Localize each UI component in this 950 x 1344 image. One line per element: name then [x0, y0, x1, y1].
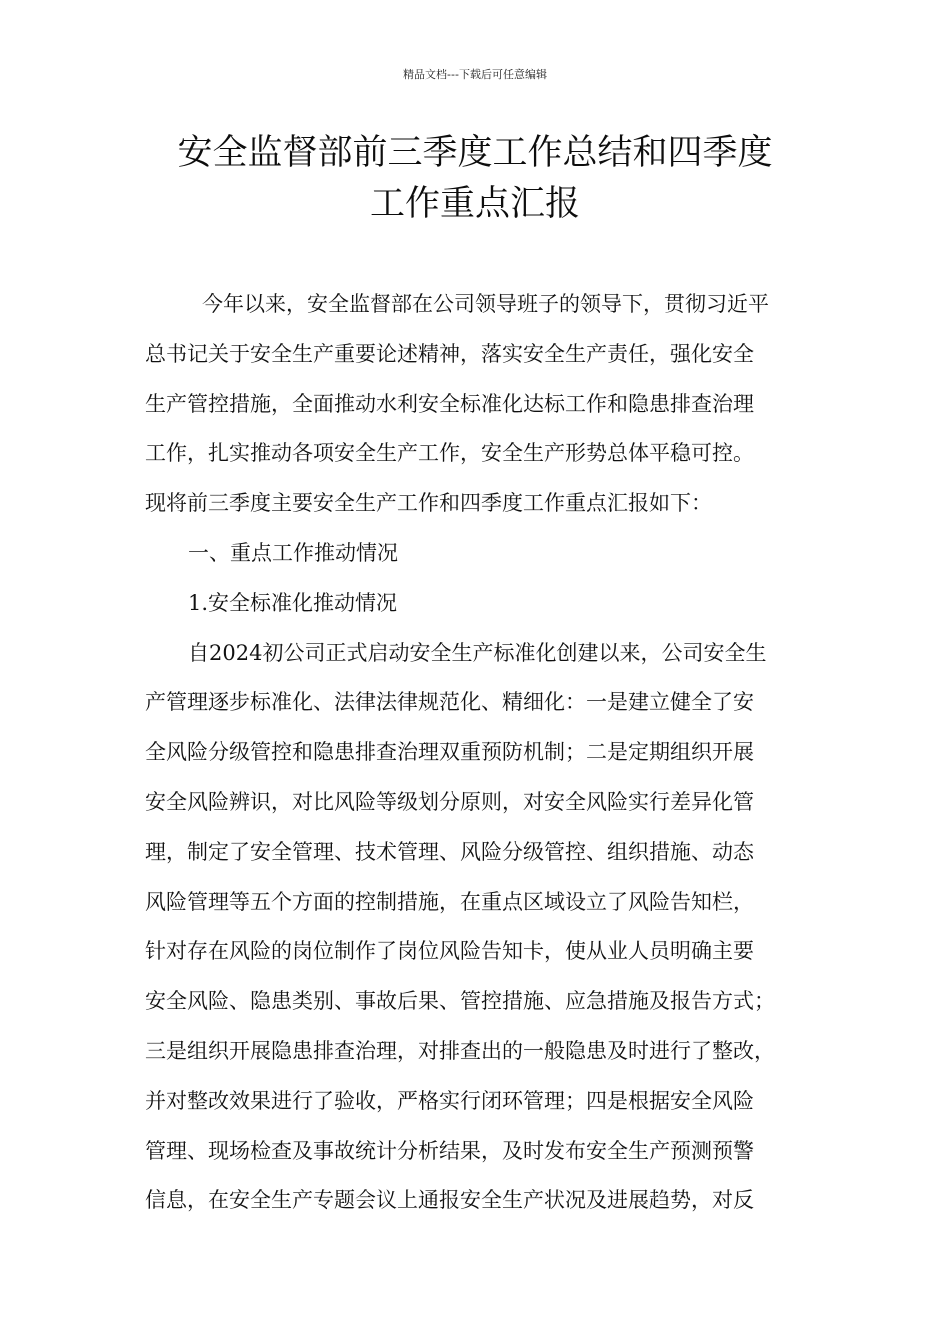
- paragraph-line: 针对存在风险的岗位制作了岗位风险告知卡，使从业人员明确主要: [145, 939, 754, 964]
- paragraph-line: 总书记关于安全生产重要论述精神，落实安全生产责任，强化安全: [145, 341, 754, 366]
- paragraph-line: 安全风险辨识，对比风险等级划分原则，对安全风险实行差异化管: [145, 789, 754, 814]
- title-line: 工作重点汇报: [369, 184, 580, 224]
- paragraph-line: 自2024初公司正式启动安全生产标准化创建以来，公司安全生: [188, 640, 767, 665]
- paragraph-line: 工作，扎实推动各项安全生产工作，安全生产形势总体平稳可控。: [145, 441, 754, 466]
- paragraph-line: 今年以来，安全监督部在公司领导班子的领导下，贯彻习近平: [202, 292, 769, 316]
- document-title: [110, 128, 840, 230]
- paragraph-line: 风险管理等五个方面的控制措施，在重点区域设立了风险告知栏，: [145, 889, 754, 914]
- paragraph-line: 并对整改效果进行了验收，严格实行闭环管理；四是根据安全风险: [145, 1088, 754, 1113]
- paragraph-line: 三是组织开展隐患排查治理，对排查出的一般隐患及时进行了整改，: [145, 1038, 775, 1063]
- paragraph-line: 产管理逐步标准化、法律法律规范化、精细化：一是建立健全了安: [145, 690, 754, 715]
- paragraph-line: 理，制定了安全管理、技术管理、风险分级管控、组织措施、动态: [145, 839, 754, 864]
- paragraph-line: 安全风险、隐患类别、事故后果、管控措施、应急措施及报告方式；: [145, 989, 775, 1014]
- paragraph-line: 生产管控措施，全面推动水利安全标准化达标工作和隐患排查治理: [145, 391, 754, 416]
- paragraph-line: 全风险分级管控和隐患排查治理双重预防机制；二是定期组织开展: [145, 740, 754, 765]
- title-line: 安全监督部前三季度工作总结和四季度: [177, 133, 773, 173]
- document-body: [145, 280, 815, 1226]
- paragraph-line: 信息，在安全生产专题会议上通报安全生产状况及进展趋势，对反: [145, 1188, 754, 1213]
- header-note: 精品文档---下载后可任意编辑: [403, 68, 547, 81]
- paragraph-line: 管理、现场检查及事故统计分析结果，及时发布安全生产预测预警: [145, 1138, 754, 1163]
- subsection-heading: 1.安全标准化推动情况: [188, 590, 398, 615]
- section-heading: 一、重点工作推动情况: [188, 540, 398, 565]
- paragraph-line: 现将前三季度主要安全生产工作和四季度工作重点汇报如下：: [145, 491, 712, 516]
